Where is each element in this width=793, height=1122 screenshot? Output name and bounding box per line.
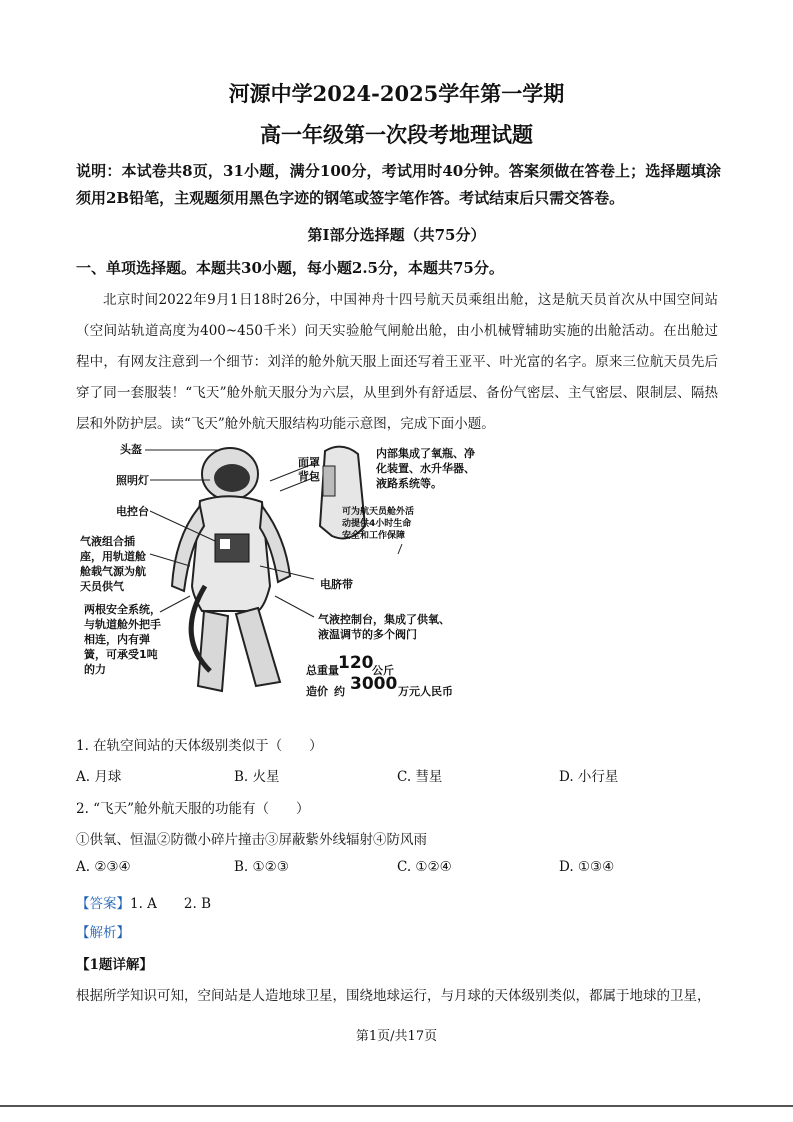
page-footer: 第1页/共17页	[355, 1029, 438, 1044]
label-gas-socket: 气液组合插座，用轨道舱舱载气源为航天员供气	[80, 535, 146, 593]
section-title: 一、单项选择题。本题共30小题，每小题2.5分，本题共75分。	[76, 259, 504, 277]
label-umbilical: 电脐带	[320, 578, 353, 591]
price-prefix: 约	[334, 685, 345, 698]
q1-option-b: B. 火星	[234, 769, 280, 785]
answer-line	[76, 892, 211, 912]
question-2-sub: ①供氧、恒温②防微小碎片撞击③屏蔽紫外线辐射④防风雨	[76, 832, 427, 848]
price-unit: 万元人民币	[398, 685, 453, 698]
label-panel: 气液控制台，集成了供氧、液温调节的多个阀门	[318, 613, 450, 641]
question-2-stem: 2. “飞天”舱外航天服的功能有（ ）	[76, 801, 310, 817]
label-life-support: 可为航天员舱外活动提供4小时生命安全和工作保障	[342, 507, 415, 541]
label-visor: 面罩	[298, 456, 320, 469]
spacesuit-figure	[80, 436, 480, 716]
label-control: 电控台	[116, 505, 149, 518]
answer-label: 【答案】	[76, 896, 130, 912]
analysis-label: 【解析】	[76, 925, 130, 941]
exam-title: 河源中学2024-2025学年第一学期	[228, 81, 565, 106]
q2-option-b: B. ①②③	[234, 859, 289, 875]
question-1-stem: 1. 在轨空间站的天体级别类似于（ ）	[76, 738, 323, 754]
label-safety: 两根安全系统，与轨道舱外把手相连，内有弹簧，可承受1吨的力	[84, 603, 161, 676]
label-backpack-desc: 内部集成了氧瓶、净化装置、水升华器、液路系统等。	[376, 447, 475, 490]
page-divider	[0, 1105, 793, 1107]
weight-label: 总重量	[306, 664, 339, 677]
q1-option-a: A. 月球	[76, 769, 122, 785]
weight-value: 120	[338, 653, 374, 673]
detail-label: 【1题详解】	[76, 957, 153, 973]
price-value: 3000	[350, 674, 398, 694]
q2-option-a: A. ②③④	[76, 859, 131, 875]
price-label: 造价	[306, 685, 328, 698]
label-lamp: 照明灯	[116, 474, 149, 487]
exam-subtitle: 高一年级第一次段考地理试题	[260, 122, 533, 147]
q1-option-d: D. 小行星	[559, 769, 619, 785]
reading-passage: 北京时间2022年9月1日18时26分，中国神舟十四号航天员乘组出舱，这是航天员首次从中国空间站（空间站轨道高度为400~450千米）问天实验舱气闸舱出舱，由小机械臂辅助实施的出舱活动。在出舱过程中，有网友注意到一个细节：刘洋的舱外航天服上面还写着王亚平、叶光富的名字。原来三位航天员先后穿了同一套服装！“飞天”舱外航天服分为六层，从里到外有舒适层、备份气密层、主气密层、限制层、隔热层和外防护层。读“飞天”舱外航天服结构功能示意图，完成下面小题。	[76, 292, 718, 432]
label-backpack: 背包	[298, 470, 320, 483]
part-title: 第Ⅰ部分选择题（共75分）	[307, 226, 486, 244]
q2-option-d: D. ①③④	[559, 859, 615, 875]
weight-unit: 公斤	[372, 664, 394, 677]
label-helmet: 头盔	[120, 443, 142, 456]
instructions: 说明：本试卷共8页，31小题，满分100分，考试用时40分钟。答案须做在答卷上；选择题填涂须用2B铅笔，主观题须用黑色字迹的钢笔或签字笔作答。考试结束后只需交答卷。	[76, 162, 721, 207]
q2-option-c: C. ①②④	[397, 859, 452, 875]
analysis-line	[76, 921, 130, 941]
answer-text: 1. A 2. B	[130, 896, 212, 912]
q1-option-c: C. 彗星	[397, 769, 443, 785]
detail-text: 根据所学知识可知，空间站是人造地球卫星，围绕地球运行，与月球的天体级别类似，都属于地球的卫星，	[76, 988, 711, 1004]
